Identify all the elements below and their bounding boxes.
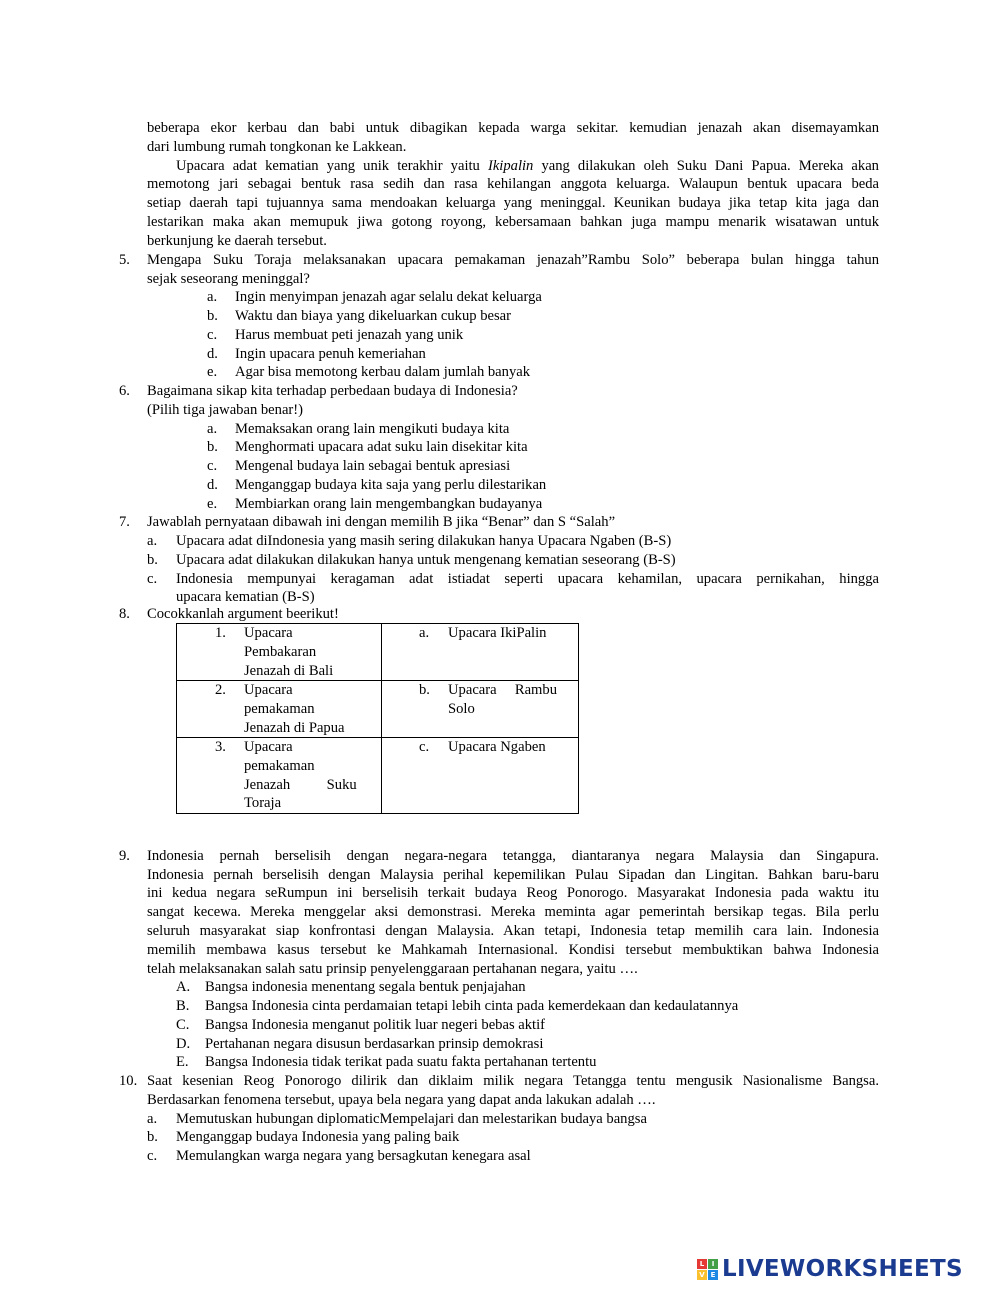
table-row [177,681,579,738]
intro-line-1: beberapa ekor kerbau dan babi untuk dibagikan kepada warga sekitar. kemudian jenazah akan disemayamkan [147,120,879,136]
q5-number: 5. [119,252,130,268]
q7-option-a[interactable]: Upacara adat diIndonesia yang masih sering dilakukan hanya Upacara Ngaben (B-S) [176,533,672,549]
q9-option-A[interactable]: Bangsa indonesia menentang segala bentuk penjajahan [205,979,526,995]
q9-text-line-6: memilih membawa kasus tersebut ke Mahkamah Internasional. Kondisi tersebut membuktikan bahwa Indonesia [147,942,879,958]
matching-table [176,623,579,814]
match-right-cell-a[interactable] [382,624,579,681]
match-right-text: Upacara Ngaben [448,739,546,755]
q6-text-line-2: (Pilih tiga jawaban benar!) [147,402,304,418]
match-right-cell-c[interactable] [382,738,579,814]
q7-number: 7. [119,514,130,530]
q10-option-a[interactable]: Memutuskan hubungan diplomaticMempelajari dan melestarikan budaya bangsa [176,1111,647,1127]
q6-option-d[interactable]: Menganggap budaya kita saja yang perlu dilestarikan [235,477,547,493]
logo-text: LIVEWORKSHEETS [722,1256,963,1282]
q9-option-D-letter: D. [176,1036,191,1052]
q5-text-line-1: Mengapa Suku Toraja melaksanakan upacara pemakaman jenazah”Rambu Solo” beberapa bulan hingga tahun [147,252,879,268]
q5-option-c[interactable]: Harus membuat peti jenazah yang unik [235,327,464,343]
liveworksheets-logo [697,1253,963,1285]
q9-option-A-letter: A. [176,979,191,995]
intro-para2-line-3: setiap daerah tapi tujuannya sama mendoakan keluarga yang meninggal. Keunikan budaya jika tetap kita jaga dan [147,195,879,211]
q7-text: Jawablah pernyataan dibawah ini dengan memilih B jika “Benar” dan S “Salah” [147,514,616,530]
match-left-number: 3. [215,739,226,755]
q9-option-B[interactable]: Bangsa Indonesia cinta perdamaian tetapi lebih cinta pada kemerdekaan dan kedaulatannya [205,998,739,1014]
match-left-text: Upacara Pembakaran Jenazah di Bali [244,625,334,679]
match-left-text: Upacara pemakaman Jenazah di Papua [244,682,345,736]
q5-option-a-letter: a. [207,289,218,305]
q7-option-c[interactable]: Indonesia mempunyai keragaman adat istiadat seperti upacara kehamilan, upacara pernikahan, hingga [176,571,879,587]
q10-option-b[interactable]: Menganggap budaya Indonesia yang paling baik [176,1129,460,1145]
q7-option-c-line-2: upacara kematian (B-S) [176,589,315,605]
q10-option-a-letter: a. [147,1111,158,1127]
q9-option-B-letter: B. [176,998,190,1014]
q9-text-line-5: seluruh masyarakat siap konfrontasi dengan Malaysia. Akan tetapi, Indonesia tetap memilih cara lain. Indonesia [147,923,879,939]
table-row [177,624,579,681]
intro-para2-line-2: memotong jari sebagai bentuk rasa sedih dan rasa kehilangan anggota keluarga. Walaupun bentuk upacara beda [147,176,879,192]
q9-text-line-3: ini kedua negara seRumpun ini berselisih terkait budaya Reog Ponorogo. Masyarakat Indonesia pada waktu itu [147,885,879,901]
match-left-text: Upacara pemakaman Jenazah Suku Toraja [244,739,357,812]
q5-option-b[interactable]: Waktu dan biaya yang dikeluarkan cukup besar [235,308,512,324]
q5-option-e[interactable]: Agar bisa memotong kerbau dalam jumlah banyak [235,364,531,380]
q7-option-b-letter: b. [147,552,158,568]
match-left-number: 2. [215,682,226,698]
match-left-cell-3[interactable] [177,738,382,814]
intro-para2-line-5: berkunjung ke daerah tersebut. [147,233,327,249]
q9-option-E-letter: E. [176,1054,189,1070]
q6-option-b-letter: b. [207,439,218,455]
q10-option-c[interactable]: Memulangkan warga negara yang bersagkutan kenegara asal [176,1148,531,1164]
q8-text: Cocokkanlah argument beerikut! [147,606,339,622]
q8-number: 8. [119,606,130,622]
q10-text-line-2: Berdasarkan fenomena tersebut, upaya bela negara yang dapat anda lakukan adalah …. [147,1092,656,1108]
intro-para2-line-1: Upacara adat kematian yang unik terakhir yaitu Ikipalin yang dilakukan oleh Suku Dani Papua. Mereka akan [176,158,879,174]
q9-text-line-4: sangat kecewa. Mereka menggelar aksi demonstrasi. Mereka meminta agar pemerintah bersikap tegas. Bila perlu [147,904,879,920]
q9-text-line-7: telah melaksanakan salah satu prinsip penyelenggaraan pertahanan negara, yaitu …. [147,961,638,977]
q6-option-b[interactable]: Menghormati upacara adat suku lain disekitar kita [235,439,528,455]
match-left-cell-1[interactable] [177,624,382,681]
q10-text-line-1: Saat kesenian Reog Ponorogo dilirik dan diklaim milik negara Tetangga tentu mengusik Nasionalisme Bangsa. [147,1073,879,1089]
match-right-text: Upacara Rambu Solo [448,682,558,717]
q6-option-a[interactable]: Memaksakan orang lain mengikuti budaya kita [235,421,510,437]
q9-text-line-2: Indonesia pernah berselisih dengan Malaysia perihal kepemilikan Pulau Sipadan dan Lingitan. Bahkan baru-baru [147,867,879,883]
q6-option-d-letter: d. [207,477,218,493]
table-row [177,738,579,814]
ikipalin-italic: Ikipalin [487,158,534,174]
match-right-letter: a. [419,625,430,641]
q10-number: 10. [119,1073,138,1089]
q9-text-line-1: Indonesia pernah berselisih dengan negara-negara tetangga, diantaranya negara Malaysia dan Singapura. [147,848,879,864]
q9-option-C[interactable]: Bangsa Indonesia menganut politik luar negeri bebas aktif [205,1017,546,1033]
intro-para2-line-4: lestarikan maka akan memupuk jiwa gotong royong, kebersamaan bahkan juga mampu menarik wisatawan untuk [147,214,879,230]
q6-option-e-letter: e. [207,496,218,512]
q7-option-c-letter: c. [147,571,158,587]
q5-option-a[interactable]: Ingin menyimpan jenazah agar selalu dekat keluarga [235,289,542,305]
q10-option-c-letter: c. [147,1148,158,1164]
q5-text-line-2: sejak seseorang meninggal? [147,271,310,287]
q5-option-e-letter: e. [207,364,218,380]
q6-text-line-1: Bagaimana sikap kita terhadap perbedaan budaya di Indonesia? [147,383,518,399]
intro-line-2: dari lumbung rumah tongkonan ke Lakkean. [147,139,407,155]
match-right-letter: c. [419,739,430,755]
q6-option-a-letter: a. [207,421,218,437]
logo-mark-icon: L I V E [697,1259,718,1280]
q6-option-c-letter: c. [207,458,218,474]
match-left-number: 1. [215,625,226,641]
q6-number: 6. [119,383,130,399]
q9-option-D[interactable]: Pertahanan negara disusun berdasarkan prinsip demokrasi [205,1036,544,1052]
q7-option-b[interactable]: Upacara adat dilakukan dilakukan hanya untuk mengenang kematian seseorang (B-S) [176,552,676,568]
q5-option-c-letter: c. [207,327,218,343]
q5-option-d[interactable]: Ingin upacara penuh kemeriahan [235,346,426,362]
match-right-letter: b. [419,682,430,698]
match-right-text: Upacara IkiPalin [448,625,547,641]
match-right-cell-b[interactable] [382,681,579,738]
q6-option-e[interactable]: Membiarkan orang lain mengembangkan budayanya [235,496,543,512]
match-left-cell-2[interactable] [177,681,382,738]
q5-option-d-letter: d. [207,346,218,362]
q9-option-C-letter: C. [176,1017,190,1033]
q9-number: 9. [119,848,130,864]
q10-option-b-letter: b. [147,1129,158,1145]
q6-option-c[interactable]: Mengenal budaya lain sebagai bentuk apresiasi [235,458,511,474]
q7-option-a-letter: a. [147,533,158,549]
q9-option-E[interactable]: Bangsa Indonesia tidak terikat pada suatu fakta pertahanan tertentu [205,1054,597,1070]
q5-option-b-letter: b. [207,308,218,324]
